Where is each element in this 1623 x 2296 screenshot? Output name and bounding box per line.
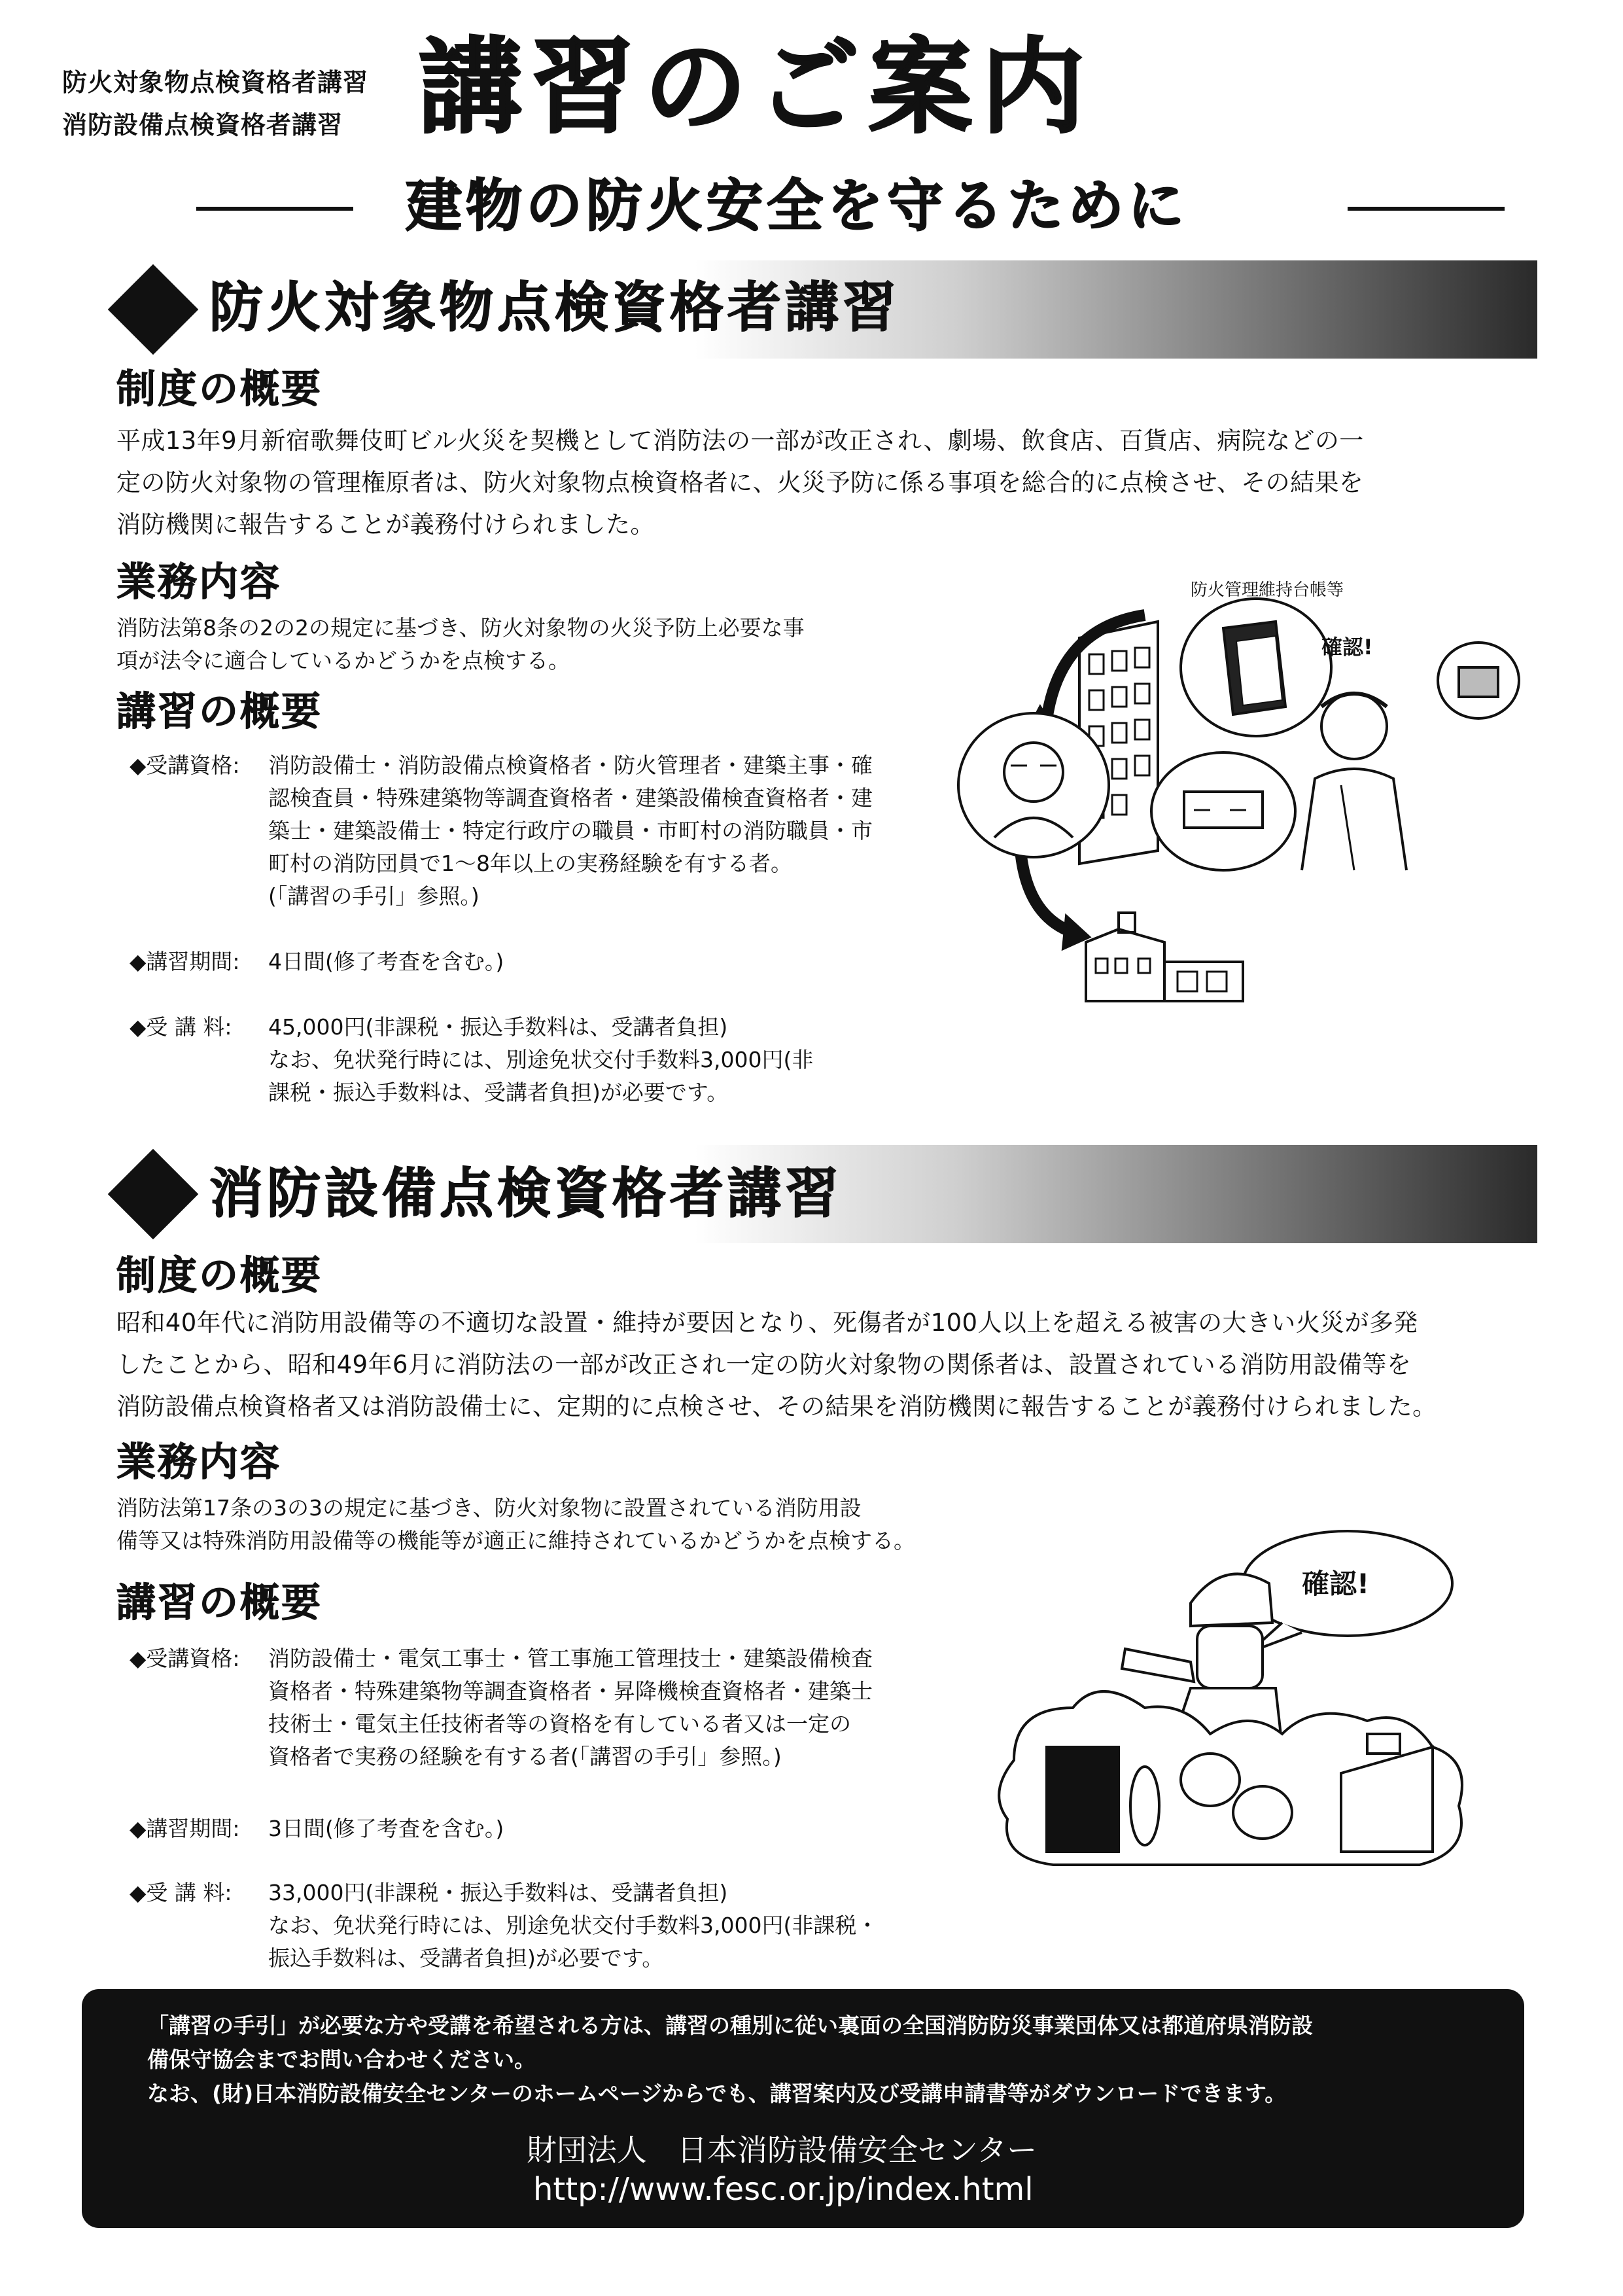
overview-heading-2: 制度の概要 <box>116 1253 323 1299</box>
period-value-2: 3日間(修了考査を含む。) <box>268 1816 504 1841</box>
text-line: 33,000円(非課税・振込手数料は、受講者負担) <box>268 1880 728 1905</box>
text-line: 備等又は特殊消防用設備等の機能等が適正に維持されているかどうかを点検する。 <box>116 1528 915 1553</box>
course-heading-2: 講習の概要 <box>116 1580 323 1626</box>
text-line: 平成13年9月新宿歌舞伎町ビル火災を契機として消防法の一部が改正され、劇場、飲食店、百貨店、病院などの一 <box>116 427 1364 455</box>
period-label-2: ◆講習期間: <box>130 1816 240 1841</box>
worker-icon <box>1197 1626 1263 1688</box>
text-line: なお、免状発行時には、別途免状交付手数料3,000円(非課税・ <box>268 1913 879 1938</box>
text-line: なお、(財)日本消防設備安全センターのホームページからでも、講習案内及び受講申請書等がダウンロードできます。 <box>147 2081 1287 2106</box>
tagline-rule-right <box>1348 207 1505 211</box>
fee-label-2: ◆受 講 料: <box>130 1880 232 1905</box>
helmet-icon <box>1191 1574 1272 1626</box>
period-value-1: 4日間(修了考査を含む。) <box>268 949 504 974</box>
arrow-icon <box>1047 615 1145 720</box>
sprinkler-icon <box>1233 1786 1292 1839</box>
text-line: 定の防火対象物の管理権原者は、防火対象物点検資格者に、火災予防に係る事項を総合的に点検させ、その結果を <box>116 468 1364 497</box>
work-heading-1: 業務内容 <box>116 559 281 605</box>
text-line: 消防設備士・消防設備点検資格者・防火管理者・建築主事・確 <box>268 752 873 778</box>
text-line: 振込手数料は、受講者負担)が必要です。 <box>268 1945 664 1971</box>
small-building-icon <box>1086 929 1164 1001</box>
exit-sign-bubble <box>1151 752 1295 870</box>
text-line: なお、免状発行時には、別途免状交付手数料3,000円(非 <box>268 1047 814 1072</box>
text-line: 項が法令に適合しているかどうかを点検する。 <box>116 648 570 673</box>
eligibility-text-1 <box>268 749 873 913</box>
text-line: 消防設備点検資格者又は消防設備士に、定期的に点検させ、その結果を消防機関に報告することが義務付けられました。 <box>116 1392 1437 1421</box>
contact-notice-box <box>82 1989 1524 2228</box>
text-line: 技術士・電気主任技術者等の資格を有している者又は一定の <box>268 1711 851 1737</box>
extinguisher-icon <box>1130 1767 1159 1845</box>
text-line: したことから、昭和49年6月に消防法の一部が改正され一定の防火対象物の関係者は、設置されている消防用設備等を <box>116 1351 1412 1379</box>
eligibility-text-2 <box>268 1642 873 1773</box>
text-line: 備保守協会までお問い合わせください。 <box>147 2047 536 2072</box>
text-line: 消防機関に報告することが義務付けられました。 <box>116 510 655 539</box>
inspection-illustration-1 <box>949 576 1524 1014</box>
period-label-1: ◆講習期間: <box>130 949 240 974</box>
page-tagline: 建物の防火安全を守るために <box>406 173 1188 239</box>
text-line: 資格者・特殊建築物等調査資格者・昇降機検査資格者・建築士 <box>268 1678 873 1704</box>
illustration-caption: 防火管理維持台帳等 <box>1191 580 1344 600</box>
organization-name: 財団法人 日本消防設備安全センター <box>527 2132 1038 2168</box>
inspection-illustration-2 <box>975 1511 1524 1878</box>
course-heading-1: 講習の概要 <box>116 689 323 735</box>
fee-text-1 <box>268 1011 813 1109</box>
text-line: 町村の消防団員で1～8年以上の実務経験を有する者。 <box>268 851 792 876</box>
subtitle-line-2: 消防設備点検資格者講習 <box>62 111 343 139</box>
text-line: (「講習の手引」参照。) <box>268 883 480 909</box>
subtitle-line-1: 防火対象物点検資格者講習 <box>62 68 369 97</box>
text-line: 認検査員・特殊建築物等調査資格者・建築設備検査資格者・建 <box>268 785 873 811</box>
text-line: 消防設備士・電気工事士・管工事施工管理技士・建築設備検査 <box>268 1646 873 1671</box>
text-line: 消防法第8条の2の2の規定に基づき、防火対象物の火災予防上必要な事 <box>116 615 805 641</box>
overview-heading-1: 制度の概要 <box>116 366 323 412</box>
website-url: http://www.fesc.or.jp/index.html <box>533 2171 1034 2208</box>
notice-text <box>147 2009 1313 2111</box>
illustration-speech-1: 確認! <box>1321 635 1373 660</box>
eligibility-label-2: ◆受講資格: <box>130 1646 240 1671</box>
illustration-speech-2: 確認! <box>1302 1568 1370 1600</box>
overview-text-2 <box>116 1302 1437 1428</box>
text-line: 資格者で実務の経験を有する者(「講習の手引」参照。) <box>268 1744 782 1769</box>
page-title: 講習のご案内 <box>419 27 1094 148</box>
work-heading-2: 業務内容 <box>116 1439 281 1485</box>
work-text-1 <box>116 612 805 677</box>
fee-label-1: ◆受 講 料: <box>130 1014 232 1040</box>
detector-icon <box>1181 1754 1240 1806</box>
text-line: 築士・建築設備士・特定行政庁の職員・市町村の消防職員・市 <box>268 818 873 843</box>
eligibility-label-1: ◆受講資格: <box>130 752 240 778</box>
text-line: 昭和40年代に消防用設備等の不適切な設置・維持が要因となり、死傷者が100人以上を超える被害の大きい火災が多発 <box>116 1309 1418 1337</box>
text-line: 課税・振込手数料は、受講者負担)が必要です。 <box>268 1080 729 1105</box>
tagline-rule-left <box>196 207 353 211</box>
overview-text-1 <box>116 420 1364 546</box>
text-line: 「講習の手引」が必要な方や受講を希望される方は、講習の種別に従い裏面の全国消防防災事業団体又は都道府県消防設 <box>147 2013 1313 2038</box>
inspector-icon <box>1321 694 1387 759</box>
text-line: 45,000円(非課税・振込手数料は、受講者負担) <box>268 1014 728 1040</box>
text-line: 消防法第17条の3の3の規定に基づき、防火対象物に設置されている消防用設 <box>116 1495 862 1521</box>
section-title-2: 消防設備点検資格者講習 <box>209 1163 843 1225</box>
hydrant-box-icon <box>1047 1747 1119 1852</box>
section-title-1: 防火対象物点検資格者講習 <box>209 277 901 339</box>
manager-bubble <box>958 713 1109 857</box>
work-text-2 <box>116 1492 915 1557</box>
fee-text-2 <box>268 1877 878 1975</box>
